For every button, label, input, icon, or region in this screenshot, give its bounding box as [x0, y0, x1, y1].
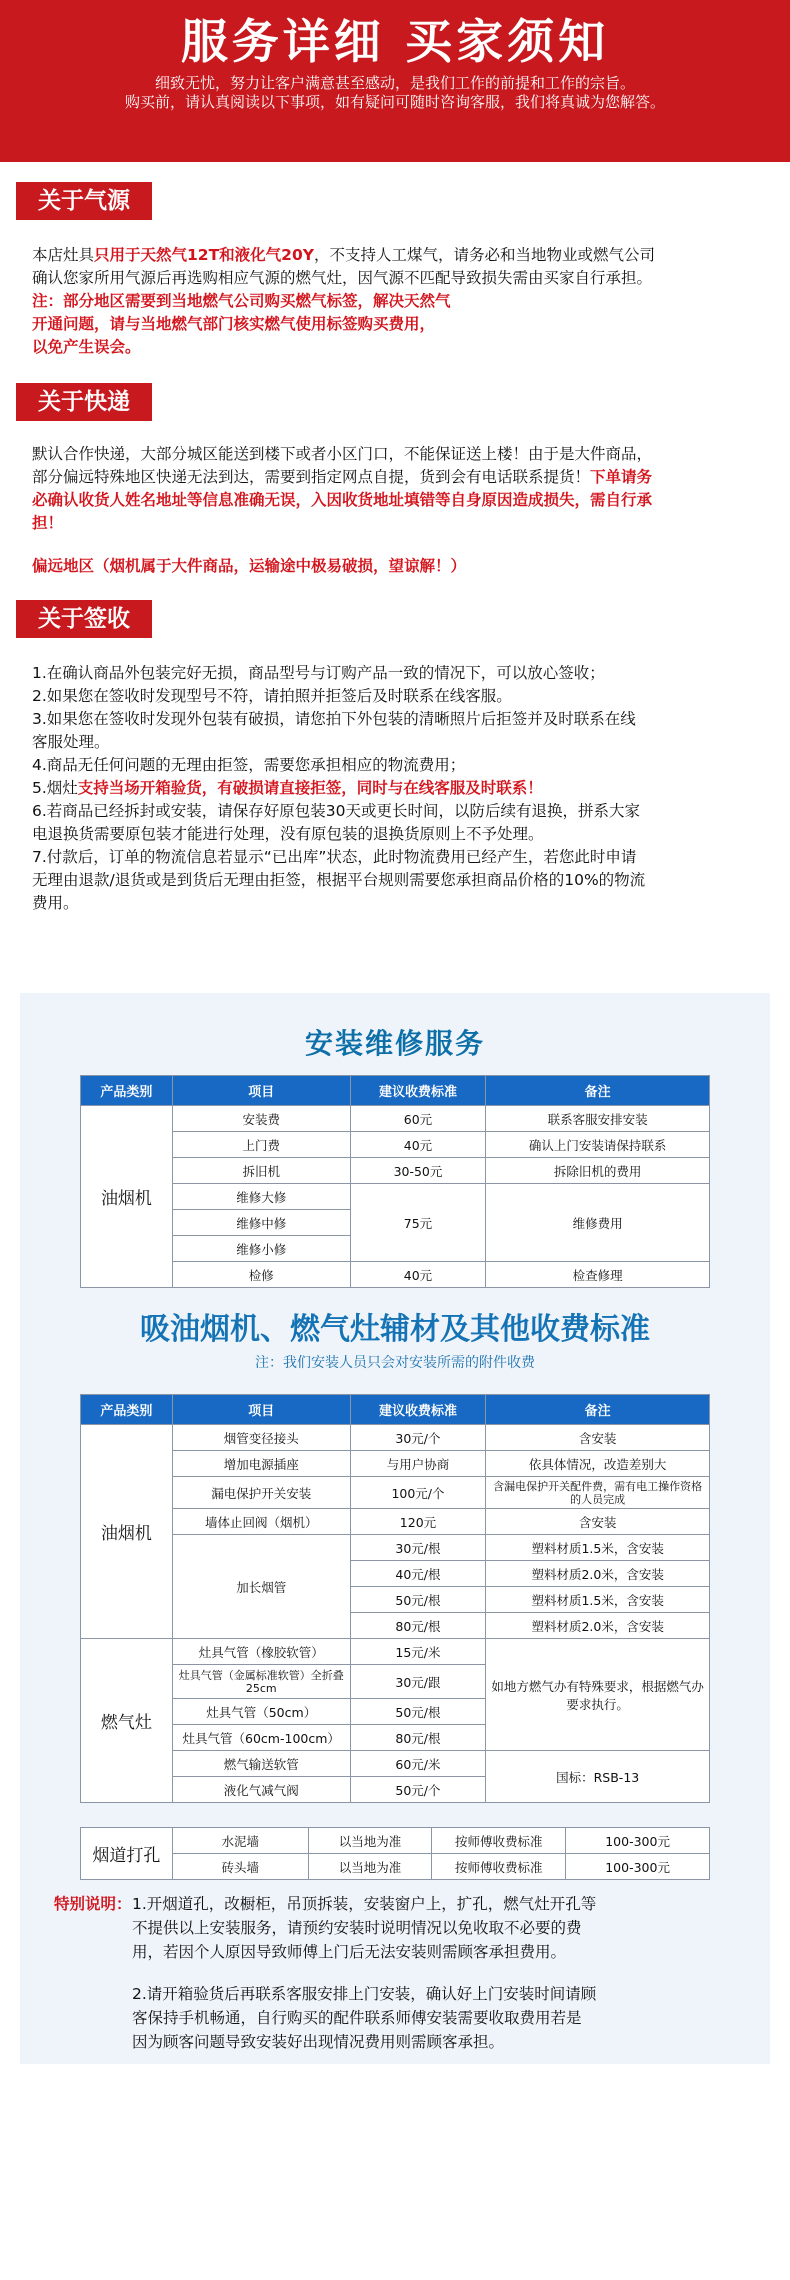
fee-cell: 75元 [350, 1184, 486, 1262]
remark-cell: 联系客服安排安装 [486, 1106, 710, 1132]
gas-text: 确认您家所用气源后再选购相应气源的燃气灶，因气源不匹配导致损失需由买家自行承担。 [32, 269, 653, 287]
fee-cell: 60元 [350, 1106, 486, 1132]
remark-cell: 依具体情况，改造差别大 [486, 1451, 710, 1477]
remark-cell: 塑料材质2.0米，含安装 [486, 1613, 710, 1639]
special-text: 2.请开箱验货后再联系客服安排上门安装，确认好上门安装时间请顾 [132, 1985, 597, 2003]
fee-cell: 40元/根 [350, 1561, 486, 1587]
header-cell: 项目 [172, 1076, 350, 1106]
table-row [81, 1451, 710, 1477]
gas-section [0, 244, 790, 359]
fee-cell: 40元 [350, 1262, 486, 1288]
remark-cell: 维修费用 [486, 1184, 710, 1262]
fee-cell: 50元/个 [350, 1777, 486, 1803]
table-row [81, 1184, 710, 1210]
table-header-row [81, 1076, 710, 1106]
special-text: 不提供以上安装服务，请预约安装时说明情况以免收取不必要的费 [132, 1919, 582, 1937]
fees-subtitle: 注：我们安装人员只会对安装所需的附件收费 [255, 1355, 535, 1371]
basis-cell: 以当地为准 [308, 1828, 432, 1854]
item-cell: 燃气输送软管 [172, 1751, 350, 1777]
fee-cell: 40元 [350, 1132, 486, 1158]
remote-area-note: 偏远地区（烟机属于大件商品，运输途中极易破损，望谅解！） [32, 557, 467, 575]
item-cell: 维修中修 [172, 1210, 350, 1236]
item-cell: 安装费 [172, 1106, 350, 1132]
delivery-warning: 下单请务 [590, 468, 653, 486]
flue-table [80, 1827, 710, 1880]
header-line-2: 购买前，请认真阅读以下事项，如有疑问可随时咨询客服，我们将真诚为您解答。 [124, 93, 665, 111]
signing-section [0, 662, 790, 915]
table-row [81, 1262, 710, 1288]
signing-item: 6.若商品已经拆封或安装，请保存好原包装30天或更长时间，以防后续有退换，拼系大家 [32, 802, 641, 820]
signing-item: 4.商品无任何问题的无理由拒签，需要您承担相应的物流费用； [32, 756, 466, 774]
gas-note: 开通问题，请与当地燃气部门核实燃气使用标签购买费用， [32, 315, 436, 333]
header-banner [0, 0, 790, 162]
header-line-1: 细致无忧，努力让客户满意甚至感动，是我们工作的前提和工作的宗旨。 [154, 74, 635, 92]
fee-cell: 30元/根 [350, 1535, 486, 1561]
signing-warning: 支持当场开箱验货，有破损请直接拒签，同时与在线客服及时联系！ [77, 779, 543, 797]
item-cell: 上门费 [172, 1132, 350, 1158]
gas-text: 本店灶具 [32, 246, 95, 264]
special-text: 用，若因个人原因导致师傅上门后无法安装则需顾客承担费用。 [132, 1943, 567, 1961]
item-cell: 水泥墙 [172, 1828, 308, 1854]
gas-text: ，不支持人工煤气，请务必和当地物业或燃气公司 [313, 246, 655, 264]
delivery-section [0, 443, 790, 578]
table-row [81, 1132, 710, 1158]
gas-note: 以免产生误会。 [32, 338, 141, 356]
item-cell: 维修小修 [172, 1236, 350, 1262]
table-row [81, 1106, 710, 1132]
delivery-warning: 担！ [32, 514, 64, 532]
header-cell: 建议收费标准 [350, 1395, 486, 1425]
table-row [81, 1535, 710, 1561]
fee-cell: 30-50元 [350, 1158, 486, 1184]
item-cell: 灶具气管（60cm-100cm） [172, 1725, 350, 1751]
item-cell: 漏电保护开关安装 [172, 1477, 350, 1509]
remark-cell: 塑料材质1.5米，含安装 [486, 1587, 710, 1613]
remark-cell: 含安装 [486, 1509, 710, 1535]
item-cell: 墙体止回阀（烟机） [172, 1509, 350, 1535]
fee-cell: 80元/根 [350, 1725, 486, 1751]
signing-item: 3.如果您在签收时发现外包装有破损，请您拍下外包装的清晰照片后拒签并及时联系在线 [32, 710, 636, 728]
delivery-paragraph [32, 443, 758, 535]
item-cell: 拆旧机 [172, 1158, 350, 1184]
fees-table [80, 1394, 710, 1803]
special-text: 客保持手机畅通，自行购买的配件联系师傅安装需要收取费用若是 [132, 2009, 582, 2027]
fee-cell: 50元/根 [350, 1587, 486, 1613]
item-cell: 烟管变径接头 [172, 1425, 350, 1451]
category-cell: 燃气灶 [81, 1639, 173, 1803]
item-cell: 灶具气管（50cm） [172, 1699, 350, 1725]
fee-cell: 120元 [350, 1509, 486, 1535]
section-tag-delivery: 关于快递 [16, 383, 152, 421]
special-notes [20, 1880, 770, 2054]
signing-item: 客服处理。 [32, 733, 110, 751]
signing-item: 2.如果您在签收时发现型号不符，请拍照并拒签后及时联系在线客服。 [32, 687, 512, 705]
standard-cell: 按师傅收费标准 [432, 1854, 566, 1880]
table-row [81, 1425, 710, 1451]
gas-note: 注：部分地区需要到当地燃气公司购买燃气标签，解决天然气 [32, 292, 451, 310]
special-label: 特别说明： [54, 1895, 132, 1913]
fee-cell: 100-300元 [566, 1828, 710, 1854]
table-row [81, 1158, 710, 1184]
signing-item: 电退换货需要原包装才能进行处理，没有原包装的退换货原则上不予处理。 [32, 825, 544, 843]
table-row [81, 1639, 710, 1665]
fee-cell: 50元/根 [350, 1699, 486, 1725]
remark-cell: 国标：RSB-13 [486, 1751, 710, 1803]
signing-item: 费用。 [32, 894, 79, 912]
gas-paragraph [32, 244, 758, 359]
fee-cell: 80元/根 [350, 1613, 486, 1639]
item-cell: 增加电源插座 [172, 1451, 350, 1477]
category-cell: 油烟机 [81, 1106, 173, 1288]
signing-list [32, 662, 758, 915]
fees-title: 吸油烟机、燃气灶辅材及其他收费标准 [140, 1312, 650, 1347]
fee-cell: 15元/米 [350, 1639, 486, 1665]
fee-cell: 60元/米 [350, 1751, 486, 1777]
remark-cell: 如地方燃气办有特殊要求，根据燃气办要求执行。 [486, 1639, 710, 1751]
fee-cell: 30元/个 [350, 1425, 486, 1451]
remark-cell: 塑料材质2.0米，含安装 [486, 1561, 710, 1587]
table-row [81, 1477, 710, 1509]
remark-cell: 含漏电保护开关配件费，需有电工操作资格的人员完成 [486, 1477, 710, 1509]
basis-cell: 以当地为准 [308, 1854, 432, 1880]
signing-item: 7.付款后，订单的物流信息若显示“已出库”状态，此时物流费用已经产生，若您此时申请 [32, 848, 637, 866]
special-text: 1.开烟道孔，改橱柜，吊顶拆装，安装窗户上，扩孔，燃气灶开孔等 [132, 1895, 597, 1913]
remark-cell: 拆除旧机的费用 [486, 1158, 710, 1184]
item-cell: 维修大修 [172, 1184, 350, 1210]
fee-cell: 100元/个 [350, 1477, 486, 1509]
header-cell: 产品类别 [81, 1076, 173, 1106]
item-cell: 液化气减气阀 [172, 1777, 350, 1803]
item-cell: 砖头墙 [172, 1854, 308, 1880]
item-cell: 灶具气管（金属标准软管）全折叠25cm [172, 1665, 350, 1699]
header-cell: 项目 [172, 1395, 350, 1425]
signing-item: 无理由退款/退货或是到货后无理由拒签，根据平台规则需要您承担商品价格的10%的物流 [32, 871, 646, 889]
header-cell: 产品类别 [81, 1395, 173, 1425]
table-row [81, 1509, 710, 1535]
signing-item: 1.在确认商品外包装完好无损，商品型号与订购产品一致的情况下，可以放心签收； [32, 664, 605, 682]
category-cell: 烟道打孔 [81, 1828, 173, 1880]
delivery-text: 默认合作快递，大部分城区能送到楼下或者小区门口，不能保证送上楼！由于是大件商品， [32, 445, 653, 463]
item-cell: 检修 [172, 1262, 350, 1288]
delivery-text: 部分偏远特殊地区快递无法到达，需要到指定网点自提，货到会有电话联系提货！ [32, 468, 591, 486]
remark-cell: 确认上门安装请保持联系 [486, 1132, 710, 1158]
fee-cell: 100-300元 [566, 1854, 710, 1880]
remark-cell: 塑料材质1.5米，含安装 [486, 1535, 710, 1561]
table-row [81, 1751, 710, 1777]
special-text: 因为顾客问题导致安装好出现情况费用则需顾客承担。 [132, 2033, 505, 2051]
table-row [81, 1828, 710, 1854]
service-title: 安装维修服务 [304, 1027, 485, 1060]
fee-cell: 与用户协商 [350, 1451, 486, 1477]
remark-cell: 检查修理 [486, 1262, 710, 1288]
section-tag-gas: 关于气源 [16, 182, 152, 220]
item-cell: 加长烟管 [172, 1535, 350, 1639]
header-cell: 建议收费标准 [350, 1076, 486, 1106]
section-tag-signing: 关于签收 [16, 600, 152, 638]
gas-highlight: 只用于天然气12T和液化气20Y [94, 246, 314, 264]
category-cell: 油烟机 [81, 1425, 173, 1639]
table-header-row [81, 1395, 710, 1425]
item-cell: 灶具气管（橡胶软管） [172, 1639, 350, 1665]
header-cell: 备注 [486, 1076, 710, 1106]
standard-cell: 按师傅收费标准 [432, 1828, 566, 1854]
table-row [81, 1854, 710, 1880]
signing-item: 5.烟灶 [32, 779, 78, 797]
fee-cell: 30元/跟 [350, 1665, 486, 1699]
service-panel [20, 993, 770, 2064]
remark-cell: 含安装 [486, 1425, 710, 1451]
page-title: 服务详细 买家须知 [180, 15, 610, 70]
service-table [80, 1075, 710, 1288]
header-cell: 备注 [486, 1395, 710, 1425]
delivery-warning: 必确认收货人姓名地址等信息准确无误，入因收货地址填错等自身原因造成损失，需自行承 [32, 491, 653, 509]
